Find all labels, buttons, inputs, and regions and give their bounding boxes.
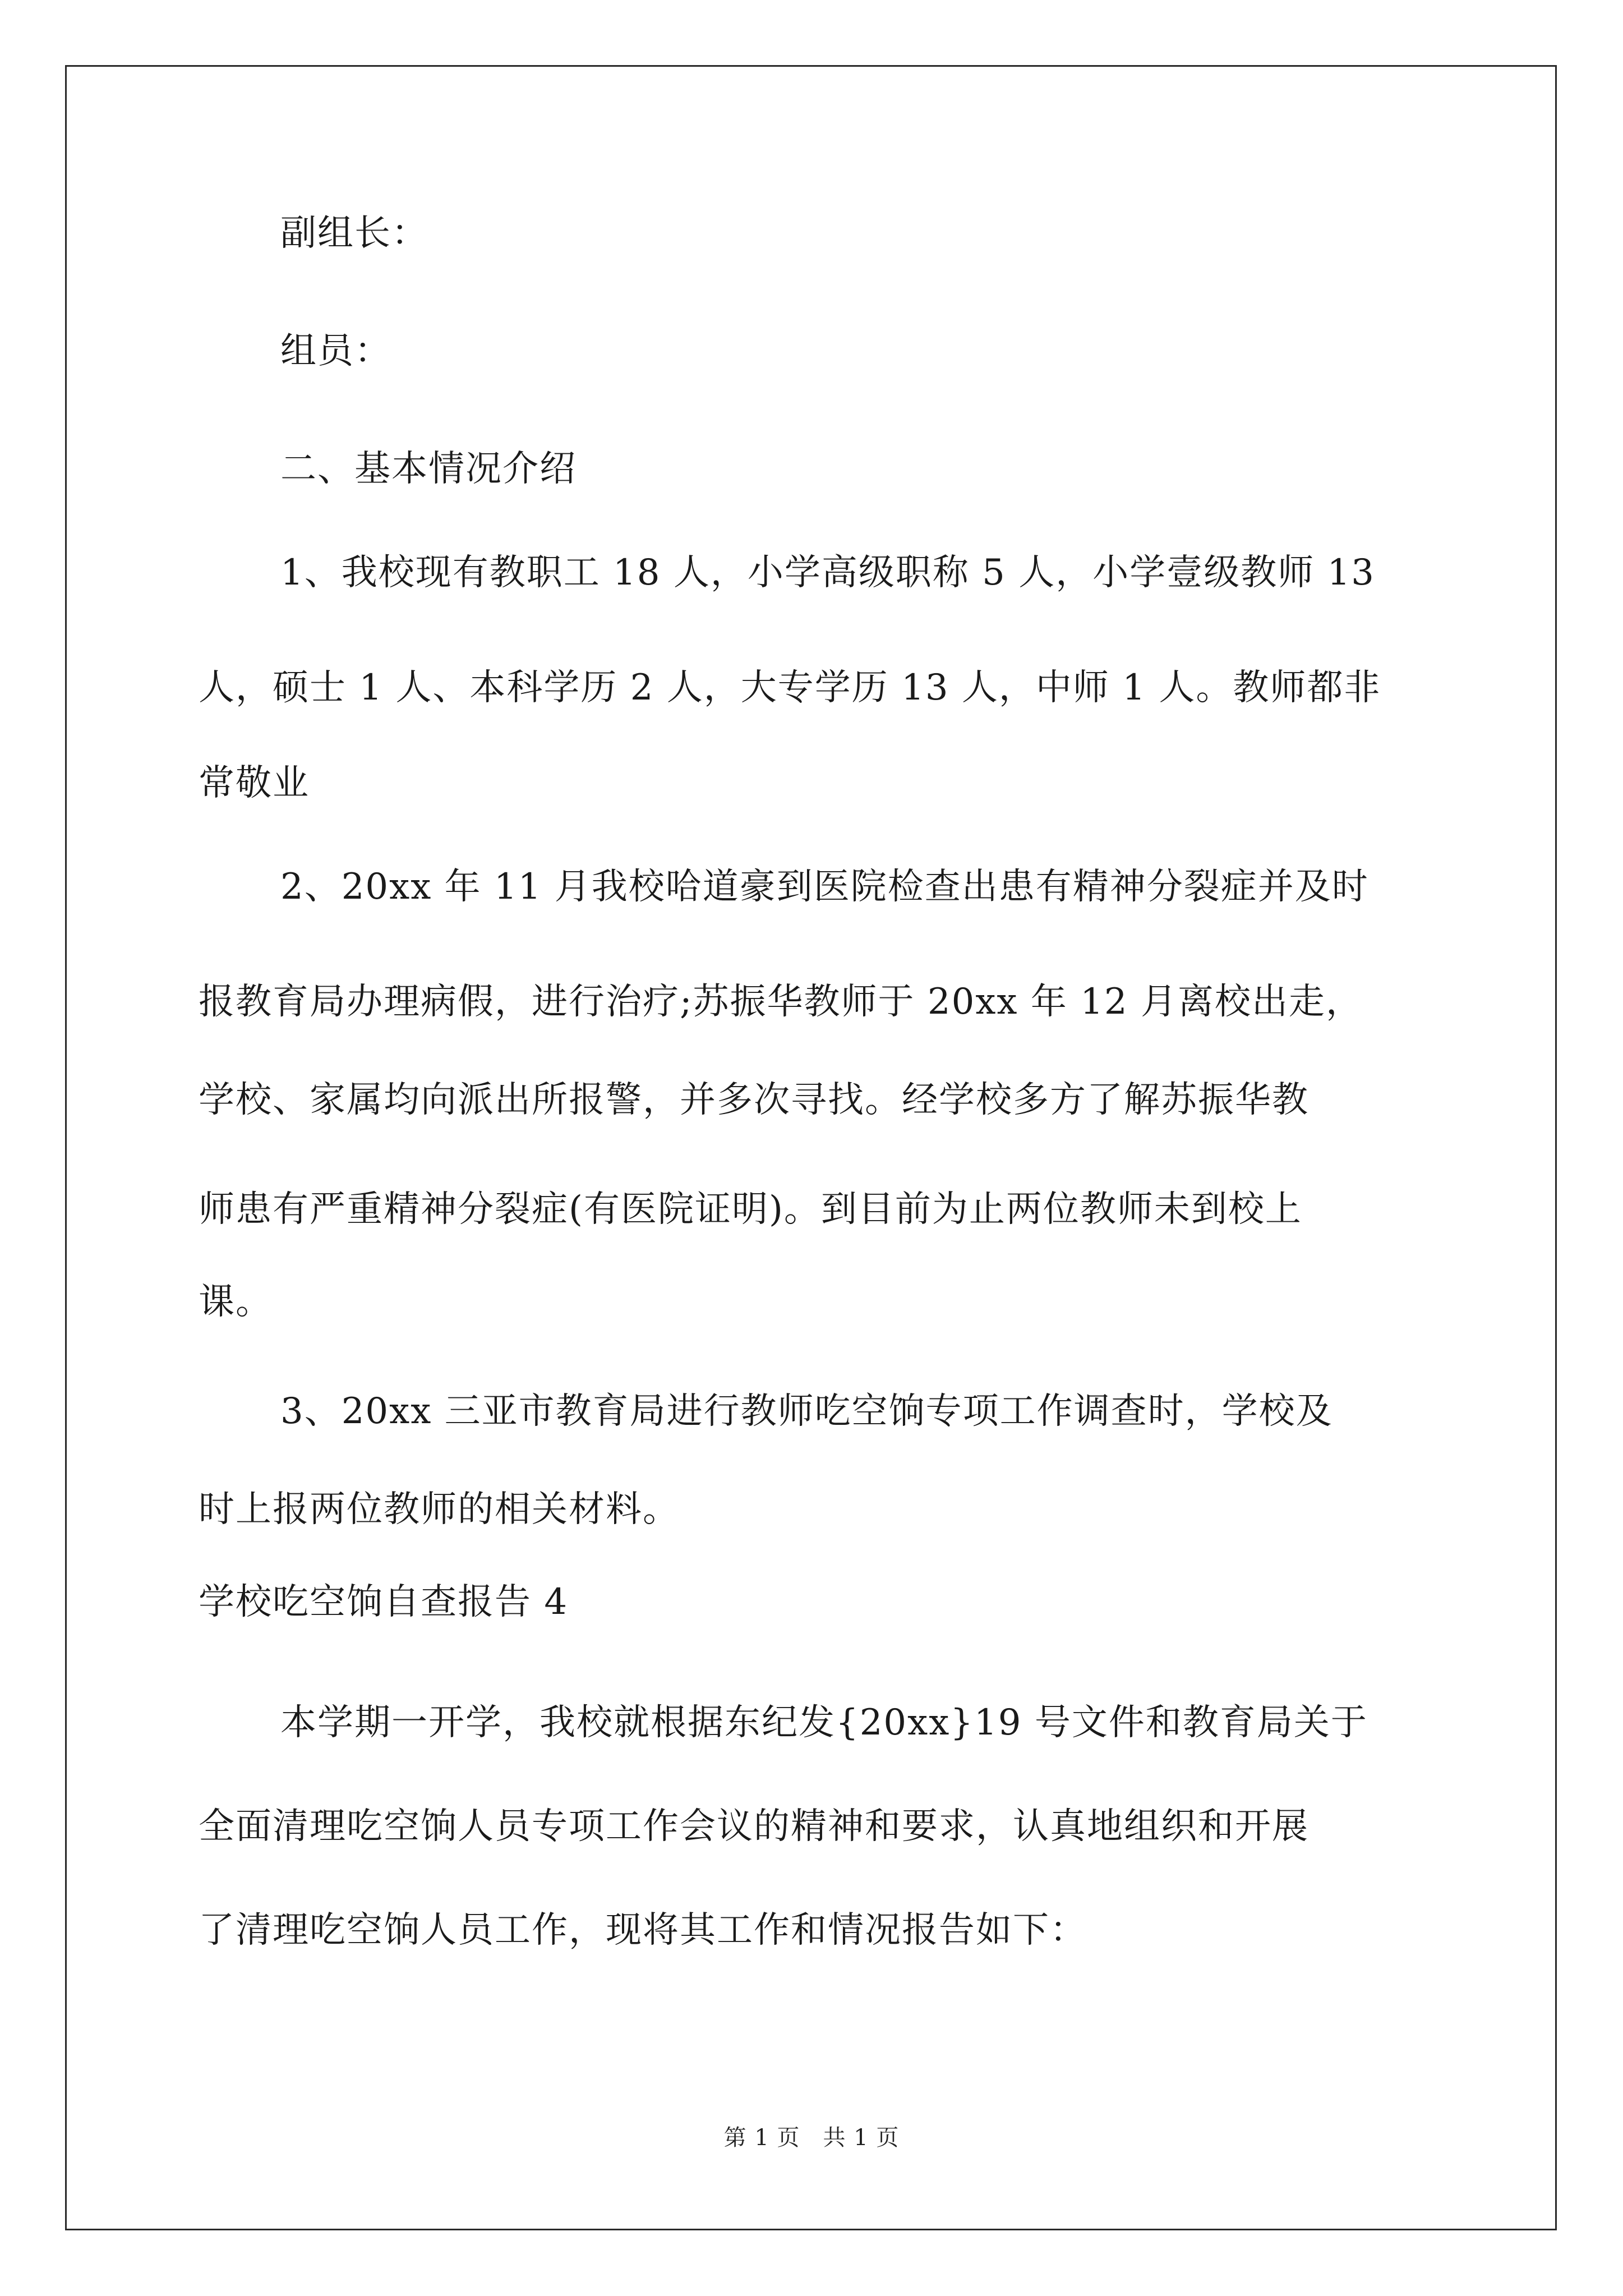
page-border [65,65,1557,2230]
paragraph-line: 了清理吃空饷人员工作，现将其工作和情况报告如下： [199,1910,1087,1951]
paragraph-line: 2、20xx 年 11 月我校哈道豪到医院检查出患有精神分裂症并及时 [280,866,1369,908]
paragraph-line: 师患有严重精神分裂症(有医院证明)。到目前为止两位教师未到校上 [199,1189,1302,1230]
text-line-deputy-leader: 副组长： [280,213,428,254]
paragraph-line: 学校、家属均向派出所报警，并多次寻找。经学校多方了解苏振华教 [199,1079,1309,1121]
paragraph-line: 1、我校现有教职工 18 人，小学高级职称 5 人，小学壹级教师 13 [280,552,1376,593]
paragraph-line: 课。 [199,1281,273,1323]
paragraph-line: 常敬业 [199,762,310,804]
paragraph-line: 人，硕士 1 人、本科学历 2 人，大专学历 13 人，中师 1 人。教师都非 [199,667,1381,708]
paragraph-line: 全面清理吃空饷人员专项工作会议的精神和要求，认真地组织和开展 [199,1806,1309,1847]
report-title: 学校吃空饷自查报告 4 [199,1581,569,1623]
text-line-members: 组员： [280,330,391,372]
paragraph-line: 时上报两位教师的相关材料。 [199,1489,680,1530]
section-heading: 二、基本情况介绍 [280,448,577,490]
paragraph-line: 报教育局办理病假，进行治疗;苏振华教师于 20xx 年 12 月离校出走， [199,981,1363,1023]
paragraph-line: 3、20xx 三亚市教育局进行教师吃空饷专项工作调查时，学校及 [280,1391,1333,1432]
paragraph-line: 本学期一开学，我校就根据东纪发{20xx}19 号文件和教育局关于 [280,1702,1368,1743]
page-number-footer: 第 1 页 共 1 页 [723,2125,900,2151]
